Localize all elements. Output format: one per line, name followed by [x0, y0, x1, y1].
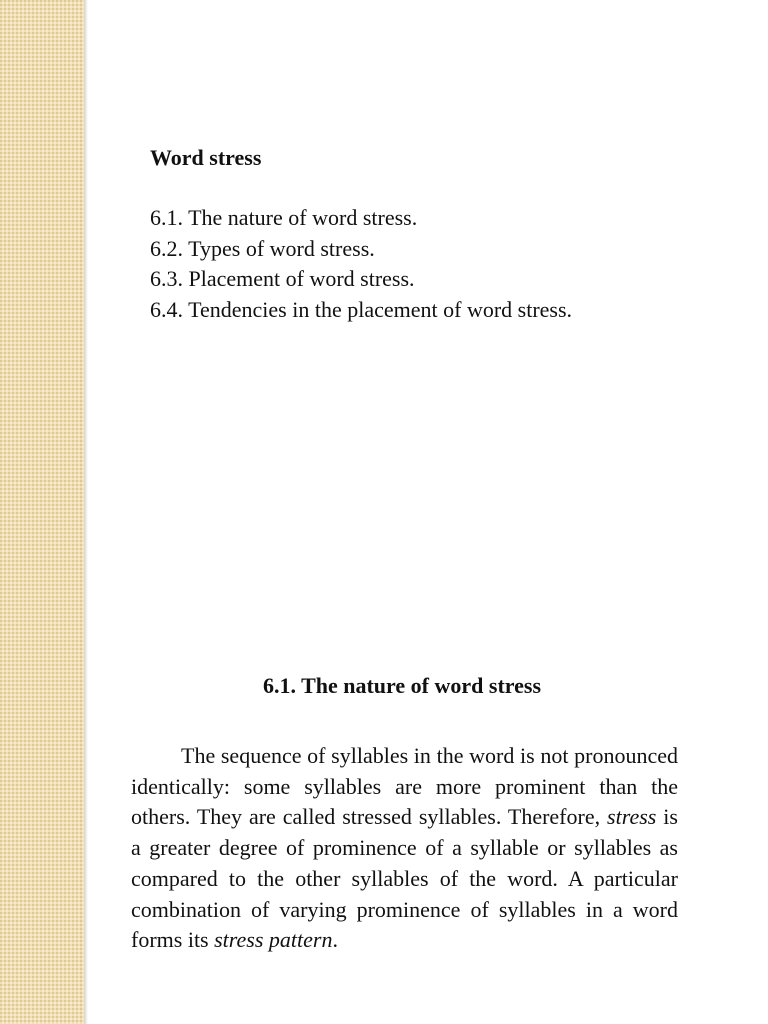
paragraph-text: is a greater degree of prominence of a syllable or syllables as compared to the other syllables of the word. A particular combination of varying prominence of syllables in a word forms its — [131, 804, 678, 953]
table-of-contents — [150, 203, 572, 325]
section-heading: 6.1. The nature of word stress — [262, 673, 542, 698]
toc-item: 6.3. Placement of word stress. — [150, 266, 415, 292]
toc-item: 6.1. The nature of word stress. — [150, 205, 418, 230]
paragraph-text: The sequence of syllables in the word is not pronounced identically: some syllables are more prominent than the others. They are called stressed syllables. Therefore, — [131, 743, 678, 830]
term-stress-pattern: stress pattern — [214, 927, 333, 953]
paragraph-text: . — [332, 927, 338, 953]
toc-title: Word stress — [150, 145, 262, 170]
decorative-side-strip — [0, 0, 84, 1024]
toc-item: 6.2. Types of word stress. — [150, 235, 375, 261]
document-page — [88, 0, 768, 1024]
body-paragraph — [131, 741, 678, 956]
toc-item: 6.4. Tendencies in the placement of word stress. — [150, 296, 573, 322]
term-stress: stress — [607, 804, 657, 830]
